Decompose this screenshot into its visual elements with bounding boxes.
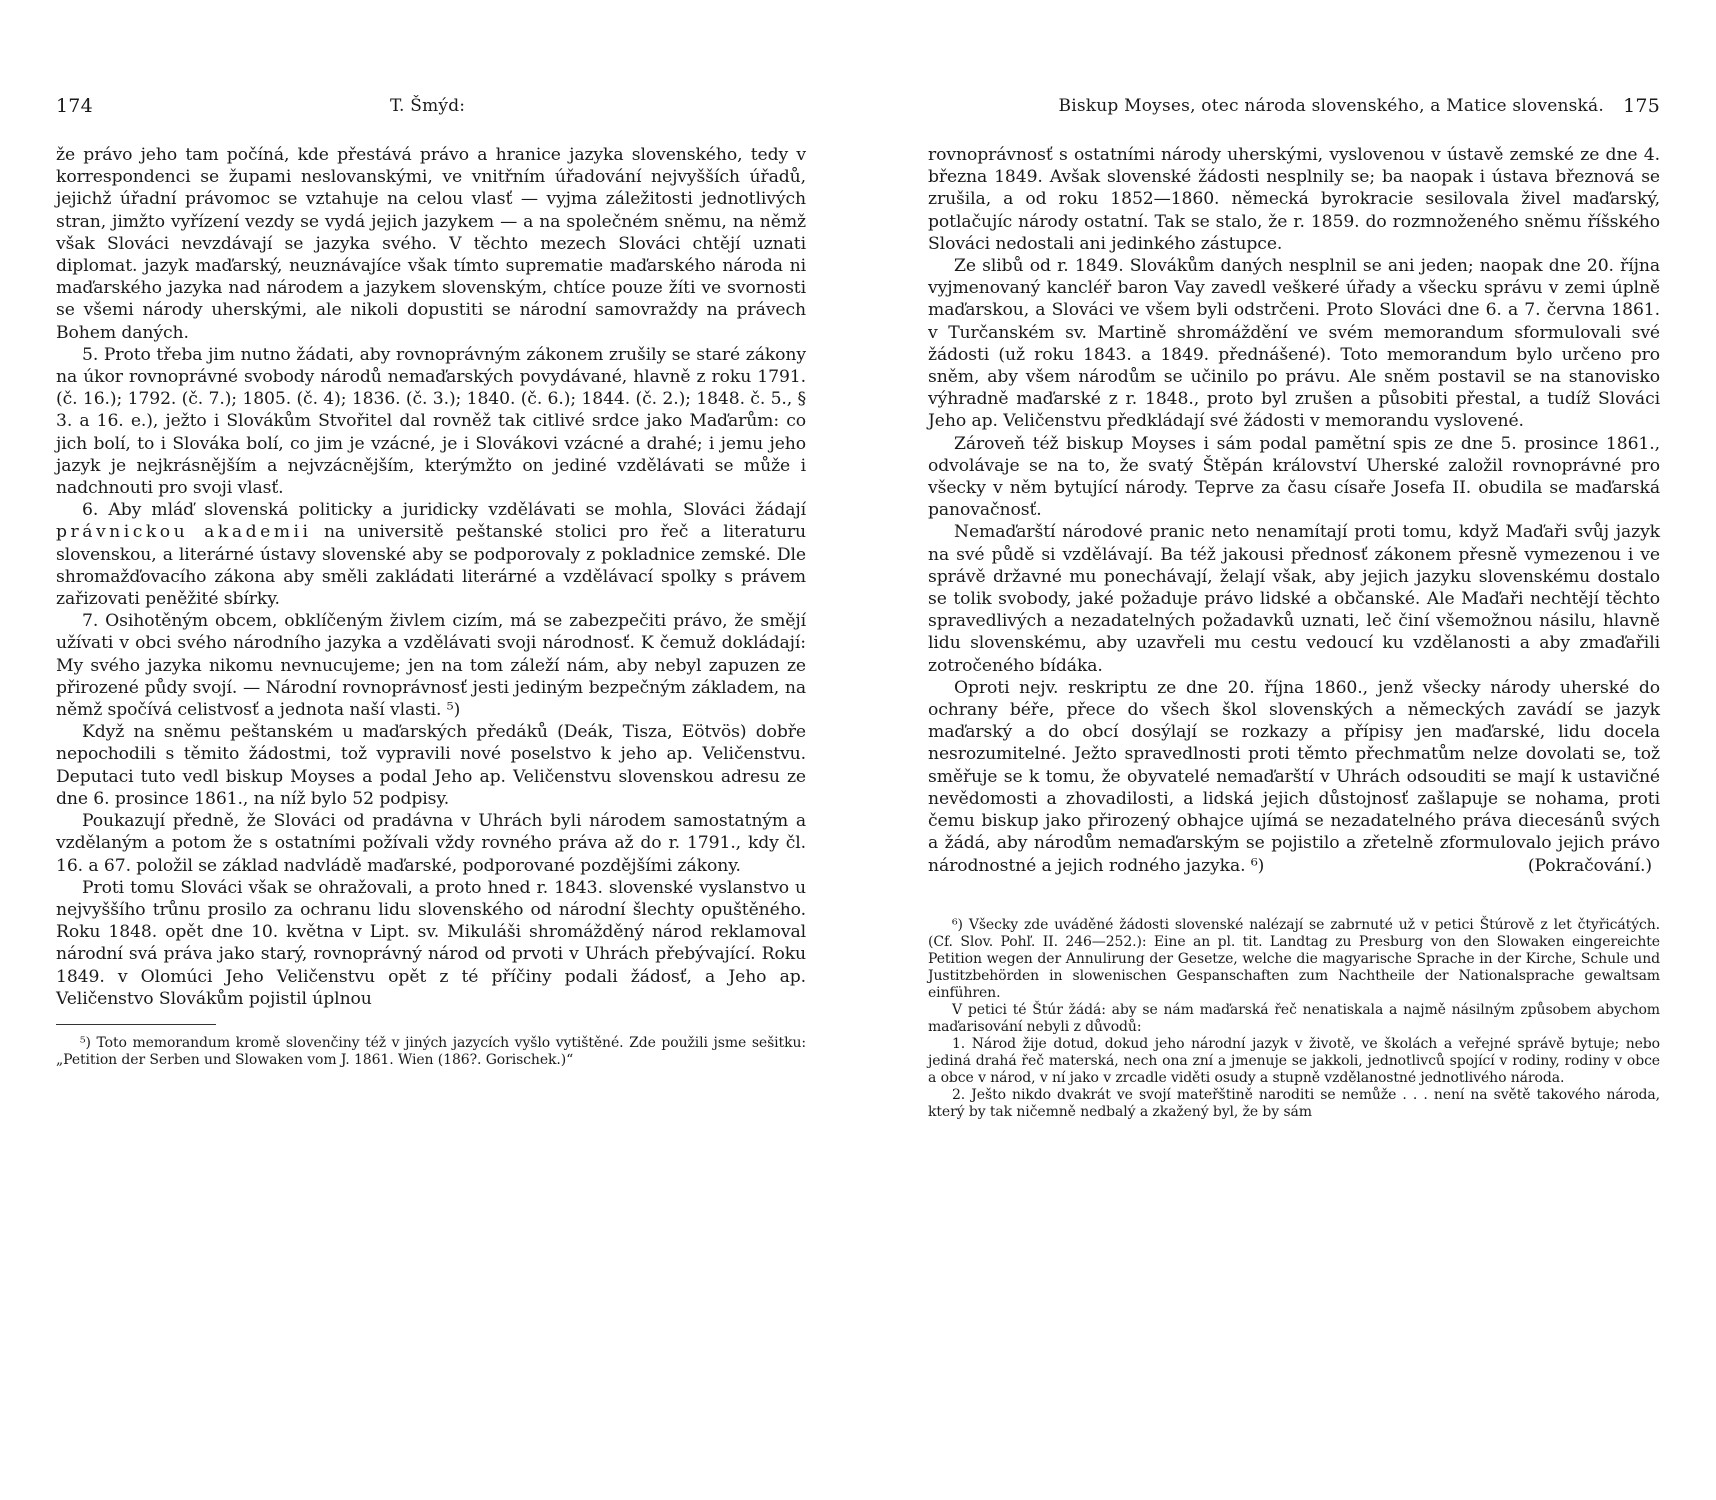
paragraph: 5. Proto třeba jim nutno žádati, aby rovnoprávným zákonem zrušily se staré zákony na úkor rovnoprávné svobody národů nemaďarských povydávané, hlavně z roku 1791. (č. 16.); 1792. (č. 7.); 1805. (č. 4); 1836. (č. 3.); 1840. (č. 6.); 1844. (č. 2.); 1848. č. 5., § 3. a 16. e.), ježto i Slovákům Stvořitel dal rovněž tak citlivé srdce jako Maďarům: co jich bolí, to i Slováka bolí, co jim je vzácné, je i Slovákovi vzácné a drahé; i jemu jeho jazyk je nejkrásnějším a nejvzácnějším, kterýmžto on jediné vzdělávati se může i nadchnouti pro svoji vlasť.	[56, 344, 806, 499]
footnote: 2. Ješto nikdo dvakrát ve svojí mateřštině naroditi se nemůže . . . není na světě takového národa, který by tak ničemně nedbalý a zkažený byl, že by sám	[928, 1086, 1660, 1120]
paragraph-text: na universitě peštanské stolici pro řeč a literaturu slovenskou, a literárné ústavy slovenské aby se podporovaly z pokladnice zemské. Dle shromažďovacího zákona aby směli zakládati literárné a vzdělávací spolky s právem zařizovati peněžité sbírky.	[56, 522, 806, 610]
footnotes	[56, 1035, 806, 1069]
paragraph-text: Oproti nejv. reskriptu ze dne 20. října 1860., jenž všecky národy uherské do ochrany béře, přece do všech škol slovenských a německých zavádí se jazyk maďarský a do obcí dosýlají se rozkazy a přípisy jen maďarské, lidu docela nesrozumitelné. Ježto spravedlnosti proti těmto přechmatům nelze dovolati se, tož směřuje se k tomu, že obyvatelé nemaďarští v Uhrách odsouditi se mají k ustavičné nevědomosti a zhovadilosti, a lidská jejich důstojnosť zašlapuje se nohama, proti čemu biskup jako přirozený obhajce ujímá se nezadatelného práva diecesánů svých a žádá, aby národům nemaďarským se pojistilo a zřetelně zformulovalo jejich právo národnostné a jejich rodného jazyka. ⁶)	[928, 677, 1660, 876]
footnote-rule	[56, 1024, 216, 1025]
paragraph: rovnoprávnosť s ostatními národy uherskými, vyslovenou v ústavě zemské ze dne 4. března 1849. Avšak slovenské žádosti nesplnily se; ba naopak i ústava březnová se zrušila, a od roku 1852—1860. německá byrokracie sesilovala živel maďarský, potlačujíc národy ostatní. Tak se stalo, že r. 1859. do rozmnoženého sněmu říšského Slováci nedostali ani jedinkého zástupce.	[928, 145, 1660, 254]
running-head-title: T. Šmýd:	[390, 96, 466, 116]
main-text	[56, 144, 806, 1010]
paragraph: Nemaďarští národové pranic neto nenamítají proti tomu, když Maďaři svůj jazyk na své půdě si vzdělávají. Ba též jakousi přednosť zákonem přesně vymezenou i ve správě državné mu ponechávají, želají však, aby jejich jazyku slovenskému dostalo se tolik svobody, jaké požaduje právo lidské a občanské. Ale Maďaři nechtějí těchto spravedlivých a nezadatelných požadavků uznati, leč činí všemožnou násilu, hlavně lidu slovenskému, aby uzavřeli mu cestu vedoucí ku vzdělanosti a aby zmaďařili zotročeného bídáka.	[928, 522, 1660, 676]
running-head-title: Biskup Moyses, otec národa slovenského, a Matice slovenská.	[1058, 96, 1604, 116]
paragraph: Ze slibů od r. 1849. Slovákům daných nesplnil se ani jeden; naopak dne 20. října vyjmenovaný kancléř baron Vay zavedl veškeré úřady a všecku správu v zemi úplně maďarskou, a Slováci ve všem byli odstrčeni. Proto Slováci dne 6. a 7. června 1861. v Turčanském sv. Martině shromáždění ve svém memorandum sformulovali své žádosti (už roku 1843. a 1849. přednášené). Toto memorandum bylo určeno pro sněm, aby všem národům se učinilo po právu. Ale sněm postavil se na stanovisko výhradně maďarské z r. 1848., proto byl zrušen a působiti přestal, a tudíž Slováci Jeho ap. Veličenstvu předkládají své žádosti v memorandu vyslovené.	[928, 256, 1660, 432]
main-text	[928, 144, 1660, 877]
running-head	[928, 92, 1660, 120]
emphasized-text: právnickou akademii	[56, 522, 312, 543]
running-head	[56, 92, 806, 120]
paragraph: 7. Osihotěným obcem, obklíčeným živlem cizím, má se zabezpečiti právo, že smějí užívati v obci svého národního jazyka a vzdělávati svoji národnosť. K čemuž dokládají: My svého jazyka nikomu nevnucujeme; jen na tom záleží nám, aby nebyl zapuzen ze přirozené půdy svojí. — Národní rovnoprávnosť jesti jediným bezpečným základem, na němž spočívá celistvosť a jednota naší vlasti. ⁵)	[56, 611, 806, 721]
paragraph	[928, 677, 1660, 877]
footnote: V petici té Štúr žádá: aby se nám maďarská řeč nenatiskala a najmě násilným způsobem abychom maďarisování nebyli z důvodů:	[928, 1001, 1660, 1035]
footnote: 1. Národ žije dotud, dokud jeho národní jazyk v životě, ve školách a veřejné správě bytuje; nebo jediná drahá řeč materská, nech ona zní a jmenuje se jakkoli, jednotlivců spojící v rodiny, rodiny v obce a obce v národ, v ní jako v zrcadle viděti osudy a stupně vzdělanostné jednotlivého národa.	[928, 1035, 1660, 1086]
page-number: 174	[56, 95, 93, 117]
paragraph: že právo jeho tam počíná, kde přestává právo a hranice jazyka slovenského, tedy v korrespondenci se župami neslovanskými, ve vnitřním úřadování nejvyšších úřadů, jejichž úřadní právomoc se vztahuje na celou vlasť — vyjma záležitosti jednotlivých stran, jimžto vyřízení vezdy se vydá jejich jazykem — a na společném sněmu, na němž však Slováci nevzdávají se jazyka svého. V těchto mezech Slováci chtějí uznati diplomat. jazyk maďarský, neuznávajíce však tímto suprematie maďarského národa ni maďarského jazyka nad národem a jazykem slovenským, chtíce pouze žíti ve svornosti se všemi národy uherskými, ale nikoli dopustiti se národní samovraždy na právech Bohem daných.	[56, 145, 806, 343]
footnotes	[928, 917, 1660, 1121]
right-page	[858, 0, 1716, 1500]
page-number: 175	[1623, 95, 1660, 117]
paragraph-text: 6. Aby mláď slovenská politicky a juridicky vzdělávati se mohla, Slováci žádají	[82, 500, 806, 521]
paragraph: Proti tomu Slováci však se ohražovali, a proto hned r. 1843. slovenské vyslanstvo u nejvyššího trůnu prosilo za ochranu lidu slovenského od národní šlechty opuštěného. Roku 1848. opět dne 10. května v Lipt. sv. Mikuláši shromážděný národ reklamoval národní svá práva jako starý, rovnoprávný národ od prvoti v Uhrách přebývající. Roku 1849. v Olomúci Jeho Veličenstvu opět z té příčiny podali žádosť, a Jeho ap. Veličenstvo Slovákům pojistil úplnou	[56, 877, 806, 1009]
footnote: ⁶) Všecky zde uváděné žádosti slovenské nalézají se zabrnuté už v petici Štúrově z let čtyřicátých. (Cf. Slov. Pohľ. II. 246—252.): Eine an pl. tit. Landtag zu Presburg von den Slowaken eingereichte Petition wegen der Annulirung der Gesetze, welche die magyarische Sprache in der Kirche, Schule und Justitzbehörden in slowenischen Gespanschaften zum Nachtheile der Nationalsprache gewaltsam einführen.	[928, 916, 1660, 1001]
continued-note: (Pokračování.)	[1527, 855, 1652, 876]
paragraph	[56, 499, 806, 610]
paragraph: Poukazují předně, že Slováci od pradávna v Uhrách byli národem samostatným a vzdělaným a potom že s ostatními požívali vždy rovného práva až do r. 1791., kdy čl. 16. a 67. položil se základ nadvládě maďarské, podporované pozdějšími zákony.	[56, 811, 806, 876]
footnote: ⁵) Toto memorandum kromě slovenčiny též v jiných jazycích vyšlo vytištěné. Zde použili jsme sešitku: „Petition der Serben und Slowaken vom J. 1861. Wien (186?. Gorischek.)“	[56, 1034, 806, 1068]
paragraph: Když na sněmu peštanském u maďarských předáků (Deák, Tisza, Eötvös) dobře nepochodili s těmito žádostmi, tož vypravili nové poselstvo k jeho ap. Veličenstvu. Deputaci tuto vedl biskup Moyses a podal Jeho ap. Veličenstvu slovenskou adresu ze dne 6. prosince 1861., na níž bylo 52 podpisy.	[56, 722, 806, 809]
paragraph: Zároveň též biskup Moyses i sám podal pamětní spis ze dne 5. prosince 1861., odvolávaje se na to, že svatý Štěpán království Uherské založil rovnoprávné pro všecky v něm bytující národy. Teprve za času císaře Josefa II. obudila se maďarská panovačnosť.	[928, 433, 1660, 521]
